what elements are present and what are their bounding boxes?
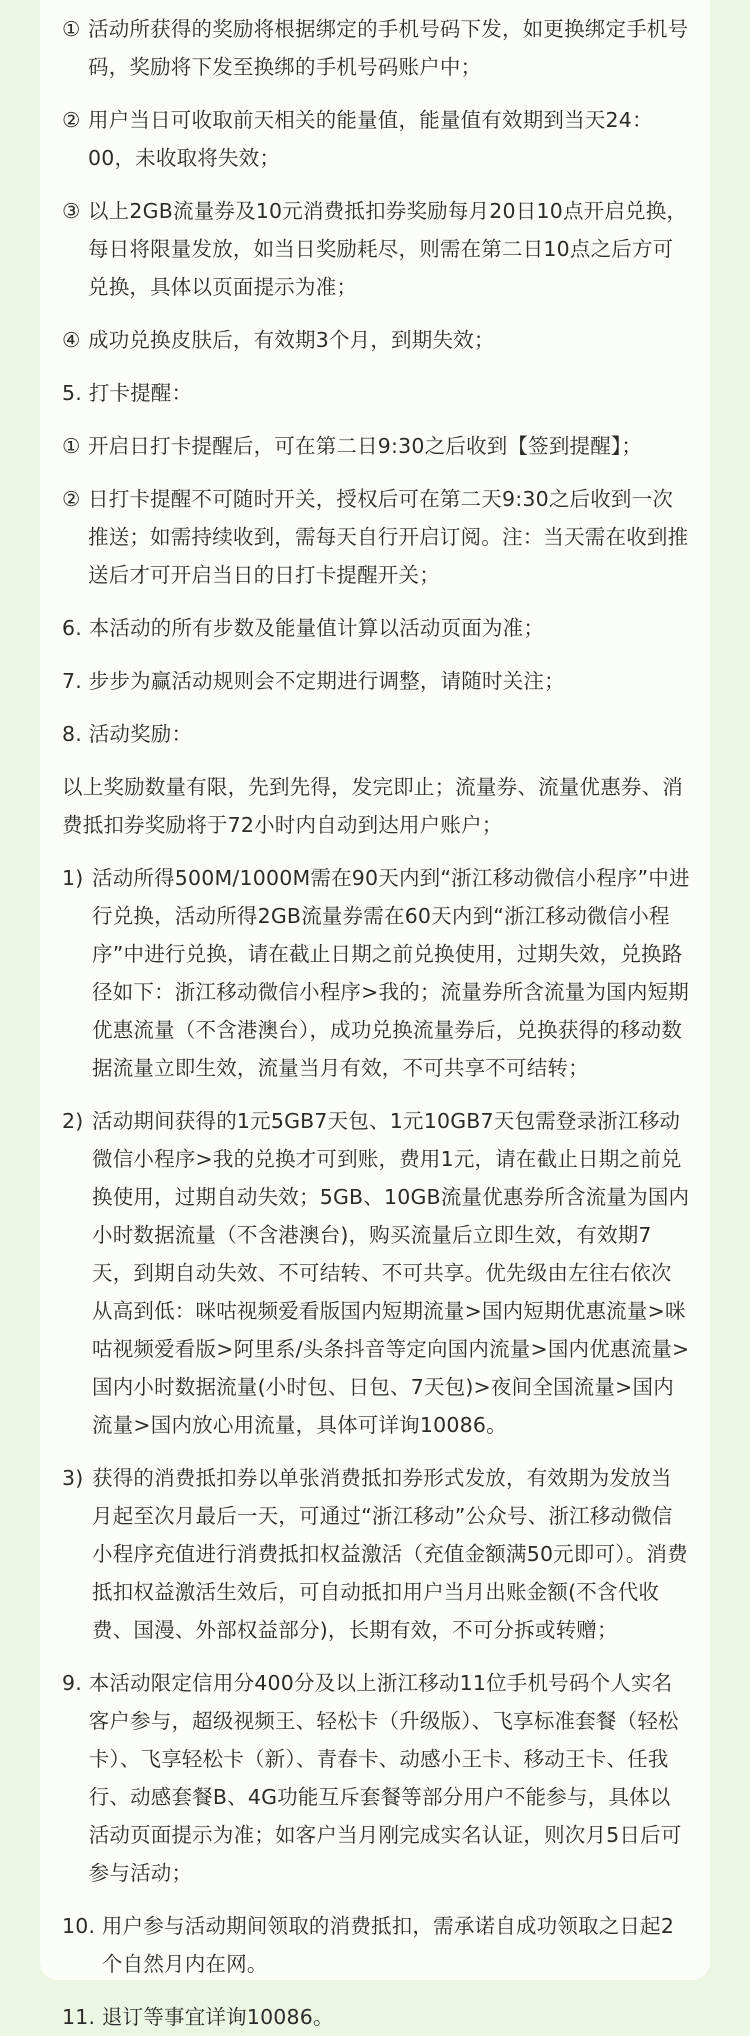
rule-text: 本活动限定信用分400分及以上浙江移动11位手机号码个人实名客户参与，超级视频王、轻松卡（升级版）、飞享标准套餐（轻松卡）、飞享轻松卡（新）、青春卡、动感小王卡、移动王卡、任我行、动感套餐B、4G功能互斥套餐等部分用户不能参与，具体以活动页面提示为准；如客户当月刚完成实名认证，则次月5日后可参与活动； [88, 1671, 682, 1885]
rule-text: 日打卡提醒不可随时开关，授权后可在第二天9:30之后收到一次推送；如需持续收到，需每天自行开启订阅。注：当天需在收到推送后才可开启当日的日打卡提醒开关； [88, 487, 689, 587]
rule-text: 活动所获得的奖励将根据绑定的手机号码下发，如更换绑定手机号码，奖励将下发至换绑的手机号码账户中； [88, 17, 689, 79]
rule-paragraph [62, 609, 690, 647]
rule-paragraph [62, 1102, 690, 1444]
rule-paragraph [62, 374, 690, 412]
rule-paragraph [62, 1664, 690, 1892]
rule-marker: ① [62, 17, 88, 41]
rule-text: 活动期间获得的1元5GB7天包、1元10GB7天包需登录浙江移动微信小程序>我的兑换才可到账，费用1元，请在截止日期之前兑换使用，过期自动失效；5GB、10GB流量优惠券所含流量为国内小时数据流量（不含港澳台)，购买流量后立即生效，有效期7天，到期自动失效、不可结转、不可共享。优先级由左往右依次从高到低：咪咕视频爱看版国内短期流量>国内短期优惠流量>咪咕视频爱看版>阿里系/头条抖音等定向国内流量>国内优惠流量>国内小时数据流量(小时包、日包、7天包)>夜间全国流量>国内流量>国内放心用流量，具体可详询10086。 [92, 1109, 690, 1437]
rule-text: 以上奖励数量有限，先到先得，发完即止；流量券、流量优惠券、消费抵扣券奖励将于72小时内自动到达用户账户； [62, 775, 683, 837]
rules-list [62, 10, 690, 2036]
rule-paragraph [62, 768, 690, 844]
rule-text: 以上2GB流量券及10元消费抵扣券奖励每月20日10点开启兑换，每日将限量发放，如当日奖励耗尽，则需在第二日10点之后方可兑换，具体以页面提示为准； [88, 199, 688, 299]
rule-marker: 11. [62, 2005, 102, 2029]
rule-marker: ② [62, 108, 88, 132]
rule-paragraph [62, 1459, 690, 1649]
rule-text: 活动奖励： [88, 722, 193, 746]
rule-marker: 7. [62, 669, 89, 693]
rule-marker: 3) [62, 1466, 91, 1490]
rule-paragraph [62, 859, 690, 1087]
rule-text: 打卡提醒： [88, 381, 193, 405]
rule-marker: ④ [62, 328, 88, 352]
rule-text: 用户当日可收取前天相关的能量值，能量值有效期到当天24：00，未收取将失效； [88, 108, 653, 170]
rule-paragraph [62, 192, 690, 306]
rule-marker: 2) [62, 1109, 91, 1133]
rule-text: 步步为赢活动规则会不定期进行调整，请随时关注； [88, 669, 565, 693]
rule-text: 开启日打卡提醒后，可在第二日9:30之后收到【签到提醒】； [88, 434, 643, 458]
rule-paragraph [62, 1998, 690, 2036]
rule-paragraph [62, 101, 690, 177]
rule-marker: 5. [62, 381, 89, 405]
rule-paragraph [62, 10, 690, 86]
rule-paragraph [62, 662, 690, 700]
rule-paragraph [62, 480, 690, 594]
rule-marker: 9. [62, 1671, 89, 1695]
rule-marker: 10. [62, 1914, 102, 1938]
rule-text: 本活动的所有步数及能量值计算以活动页面为准； [88, 616, 545, 640]
rule-marker: 1) [62, 866, 91, 890]
rule-marker: ③ [62, 199, 88, 223]
rule-marker: ① [62, 434, 88, 458]
rule-paragraph [62, 715, 690, 753]
rule-text: 用户参与活动期间领取的消费抵扣，需承诺自成功领取之日起2个自然月内在网。 [101, 1914, 675, 1976]
rule-text: 成功兑换皮肤后，有效期3个月，到期失效； [88, 328, 495, 352]
rule-marker: ② [62, 487, 88, 511]
rule-paragraph [62, 427, 690, 465]
rule-paragraph [62, 1907, 690, 1983]
rule-text: 退订等事宜详询10086。 [101, 2005, 334, 2029]
rule-marker: 8. [62, 722, 89, 746]
rules-card [40, 0, 710, 2029]
rule-text: 获得的消费抵扣券以单张消费抵扣券形式发放，有效期为发放当月起至次月最后一天，可通过“浙江移动”公众号、浙江移动微信小程序充值进行消费抵扣权益激活（充值金额满50元即可）。消费抵扣权益激活生效后，可自动抵扣用户当月出账金额(不含代收费、国漫、外部权益部分)，长期有效，不可分拆或转赠； [92, 1466, 688, 1642]
rule-text: 活动所得500M/1000M需在90天内到“浙江移动微信小程序”中进行兑换，活动所得2GB流量券需在60天内到“浙江移动微信小程序”中进行兑换，请在截止日期之前兑换使用，过期失效，兑换路径如下：浙江移动微信小程序>我的；流量券所含流量为国内短期优惠流量（不含港澳台），成功兑换流量券后，兑换获得的移动数据流量立即生效，流量当月有效，不可共享不可结转； [92, 866, 690, 1080]
rule-paragraph [62, 321, 690, 359]
rule-marker: 6. [62, 616, 89, 640]
